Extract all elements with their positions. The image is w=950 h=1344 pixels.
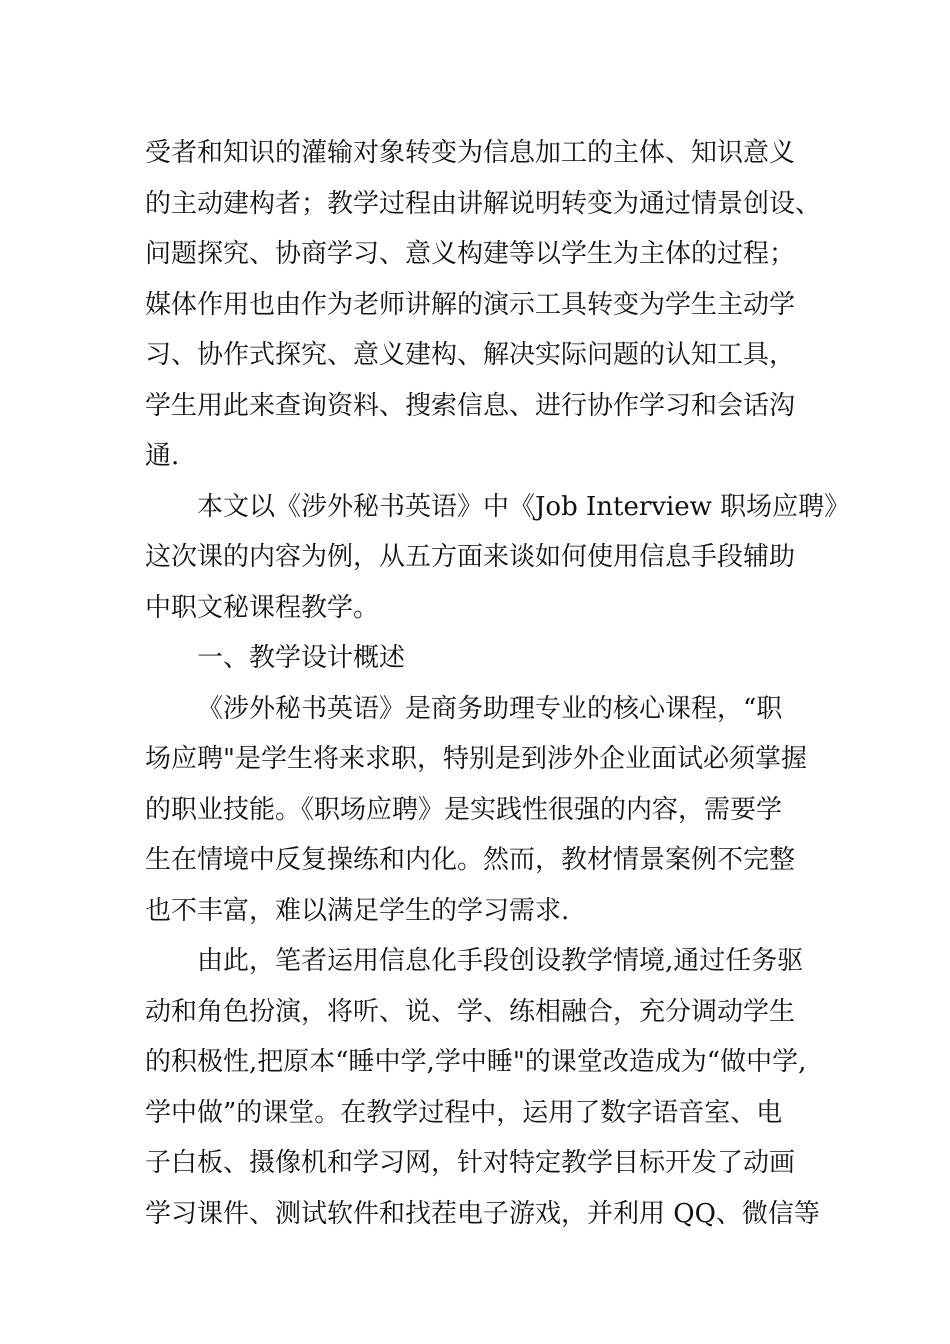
text-line: 学习课件、测试软件和找茬电子游戏，并利用 QQ、微信等 <box>145 1198 820 1229</box>
text-line: 一、教学设计概述 <box>197 643 406 673</box>
text-line: 的职业技能。《职场应聘》是实践性很强的内容，需要学 <box>145 794 783 825</box>
text-line: 场应聘"是学生将来求职，特别是到涉外企业面试必须掌握 <box>145 744 807 774</box>
text-line: 这次课的内容为例，从五方面来谈如何使用信息手段辅助 <box>145 542 796 572</box>
text-line: 问题探究、协商学习、意义构建等以学生为主体的过程； <box>145 239 796 269</box>
document-body <box>145 128 851 1239</box>
text-line: 动和角色扮演，将听、说、学、练相融合，充分调动学生 <box>145 996 796 1027</box>
text-line: 《涉外秘书英语》是商务助理专业的核心课程，“职 <box>197 693 783 724</box>
text-line: 习、协作式探究、意义建构、解决实际问题的认知工具， <box>145 340 796 370</box>
text-line: 的主动建构者；教学过程由讲解说明转变为通过情景创设、 <box>145 188 822 219</box>
text-line: 学生用此来查询资料、搜索信息、进行协作学习和会话沟 <box>145 390 796 421</box>
text-line: 本文以《涉外秘书英语》中《Job Interview 职场应聘》 <box>197 491 851 522</box>
text-line: 通. <box>145 441 180 471</box>
text-line: 媒体作用也由作为老师讲解的演示工具转变为学生主动学 <box>145 289 796 320</box>
text-line: 的积极性,把原本“睡中学,学中睡"的课堂改造成为“做中学, <box>145 1047 807 1077</box>
text-line: 中职文秘课程教学。 <box>145 592 380 623</box>
text-line: 受者和知识的灌输对象转变为信息加工的主体、知识意义 <box>145 138 796 168</box>
text-line: 也不丰富，难以满足学生的学习需求. <box>145 895 570 926</box>
text-line: 子白板、摄像机和学习网，针对特定教学目标开发了动画 <box>145 1148 796 1178</box>
text-line: 由此，笔者运用信息化手段创设教学情境,通过任务驱 <box>197 946 804 976</box>
text-line: 生在情境中反复操练和内化。然而，教材情景案例不完整 <box>145 845 796 875</box>
text-line: 学中做”的课堂。在教学过程中，运用了数字语音室、电 <box>145 1097 783 1128</box>
